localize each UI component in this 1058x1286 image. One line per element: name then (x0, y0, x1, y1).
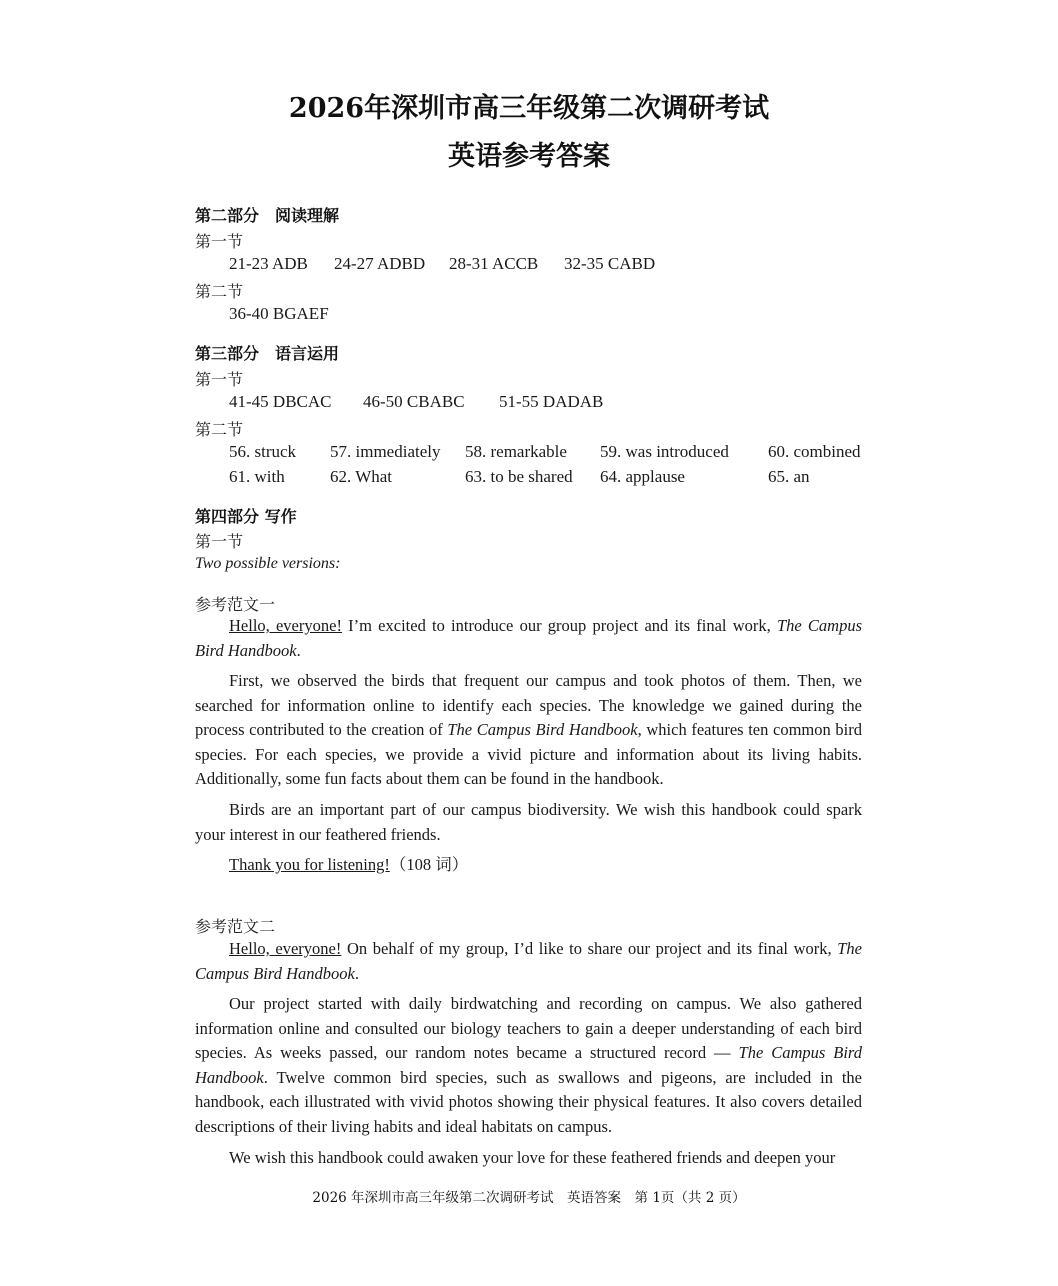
page-footer: 2026 年深圳市高三年级第二次调研考试 英语答案 第 1页（共 2 页） (312, 1190, 746, 1206)
answer-group: 41-45 DBCAC (229, 392, 332, 411)
closing: Thank you for listening! (229, 855, 390, 874)
handbook-title: The Campus Bird Handbook (195, 616, 863, 660)
part4-section1-label: 第一节 (195, 532, 244, 551)
part3-section1-label: 第一节 (195, 370, 244, 389)
sample1-paragraph1: Hello, everyone! I’m excited to introduce our group project and its final work, The Campus Bird Handbook. (195, 616, 863, 660)
answer-item: 58. remarkable (465, 442, 567, 461)
answer-item: 64. applause (600, 467, 685, 486)
answer-item: 56. struck (229, 442, 297, 461)
answer-group: 24-27 ADBD (334, 254, 426, 273)
sample1-paragraph3: Birds are an important part of our campus biodiversity. We wish this handbook could spark your interest in our feathered friends. (195, 800, 862, 844)
answer-item: 61. with (229, 467, 285, 486)
answer-item: 60. combined (768, 442, 861, 461)
part3-heading: 第三部分 语言运用 (195, 344, 340, 363)
answer-group: 32-35 CABD (564, 254, 656, 273)
versions-note: Two possible versions: (195, 555, 341, 572)
word-count: （108 词） (389, 855, 469, 874)
part2-heading: 第二部分 阅读理解 (195, 206, 340, 225)
sample2-paragraph2: Our project started with daily birdwatching and recording on campus. We also gathered information online and consulted our biology teachers to gain a deeper understanding of each bird species. As weeks passed, our random notes became a structured record — The Campus Bird Handbook. Twelve common bird species, such as swallows and pigeons, are included in the handbook, each illustrated with vivid photos showing their physical features. It also covers detailed descriptions of their living habits and ideal habitats on campus. (195, 994, 862, 1136)
document-title: 2026年深圳市高三年级第二次调研考试 (288, 93, 770, 124)
part3-section2-label: 第二节 (195, 420, 244, 439)
sample2-paragraph3: We wish this handbook could awaken your love for these feathered friends and deepen your (229, 1148, 836, 1167)
sample2-paragraph1: Hello, everyone! On behalf of my group, I’d like to share our project and its final work, The Campus Bird Handbook. (195, 939, 862, 983)
answer-group: 51-55 DADAB (499, 392, 604, 411)
answer-item: 62. What (330, 467, 393, 486)
sample1-paragraph2: First, we observed the birds that frequent our campus and took photos of them. Then, we searched for information online to identify each species. The knowledge we gained during the process contributed to the creation of The Campus Bird Handbook, which features ten common bird species. For each species, we provide a vivid picture and information about its living habits. Additionally, some fun facts about them can be found in the handbook. (195, 671, 862, 789)
answer-item: 57. immediately (330, 442, 441, 461)
greeting: Hello, everyone! (229, 939, 342, 958)
answer-item: 65. an (768, 467, 810, 486)
answer-group: 36-40 BGAEF (229, 304, 329, 323)
sample1-paragraph4 (195, 853, 862, 878)
answer-group: 46-50 CBABC (363, 392, 465, 411)
part2-section1-label: 第一节 (195, 232, 244, 251)
part4-heading: 第四部分 写作 (195, 507, 297, 526)
sample1-label: 参考范文一 (195, 595, 276, 614)
greeting: Hello, everyone! (229, 616, 342, 635)
handbook-title: The Campus Bird Handbook (447, 720, 638, 740)
handbook-title: The Campus Bird Handbook (195, 939, 862, 983)
sample2-label: 参考范文二 (195, 917, 276, 936)
answer-group: 21-23 ADB (229, 254, 308, 273)
handbook-title: The Campus Bird Handbook (195, 1043, 862, 1087)
answer-item: 63. to be shared (465, 467, 573, 486)
answer-group: 28-31 ACCB (449, 254, 539, 273)
part2-section2-label: 第二节 (195, 282, 244, 301)
document-subtitle: 英语参考答案 (448, 141, 610, 172)
answer-item: 59. was introduced (600, 442, 729, 461)
